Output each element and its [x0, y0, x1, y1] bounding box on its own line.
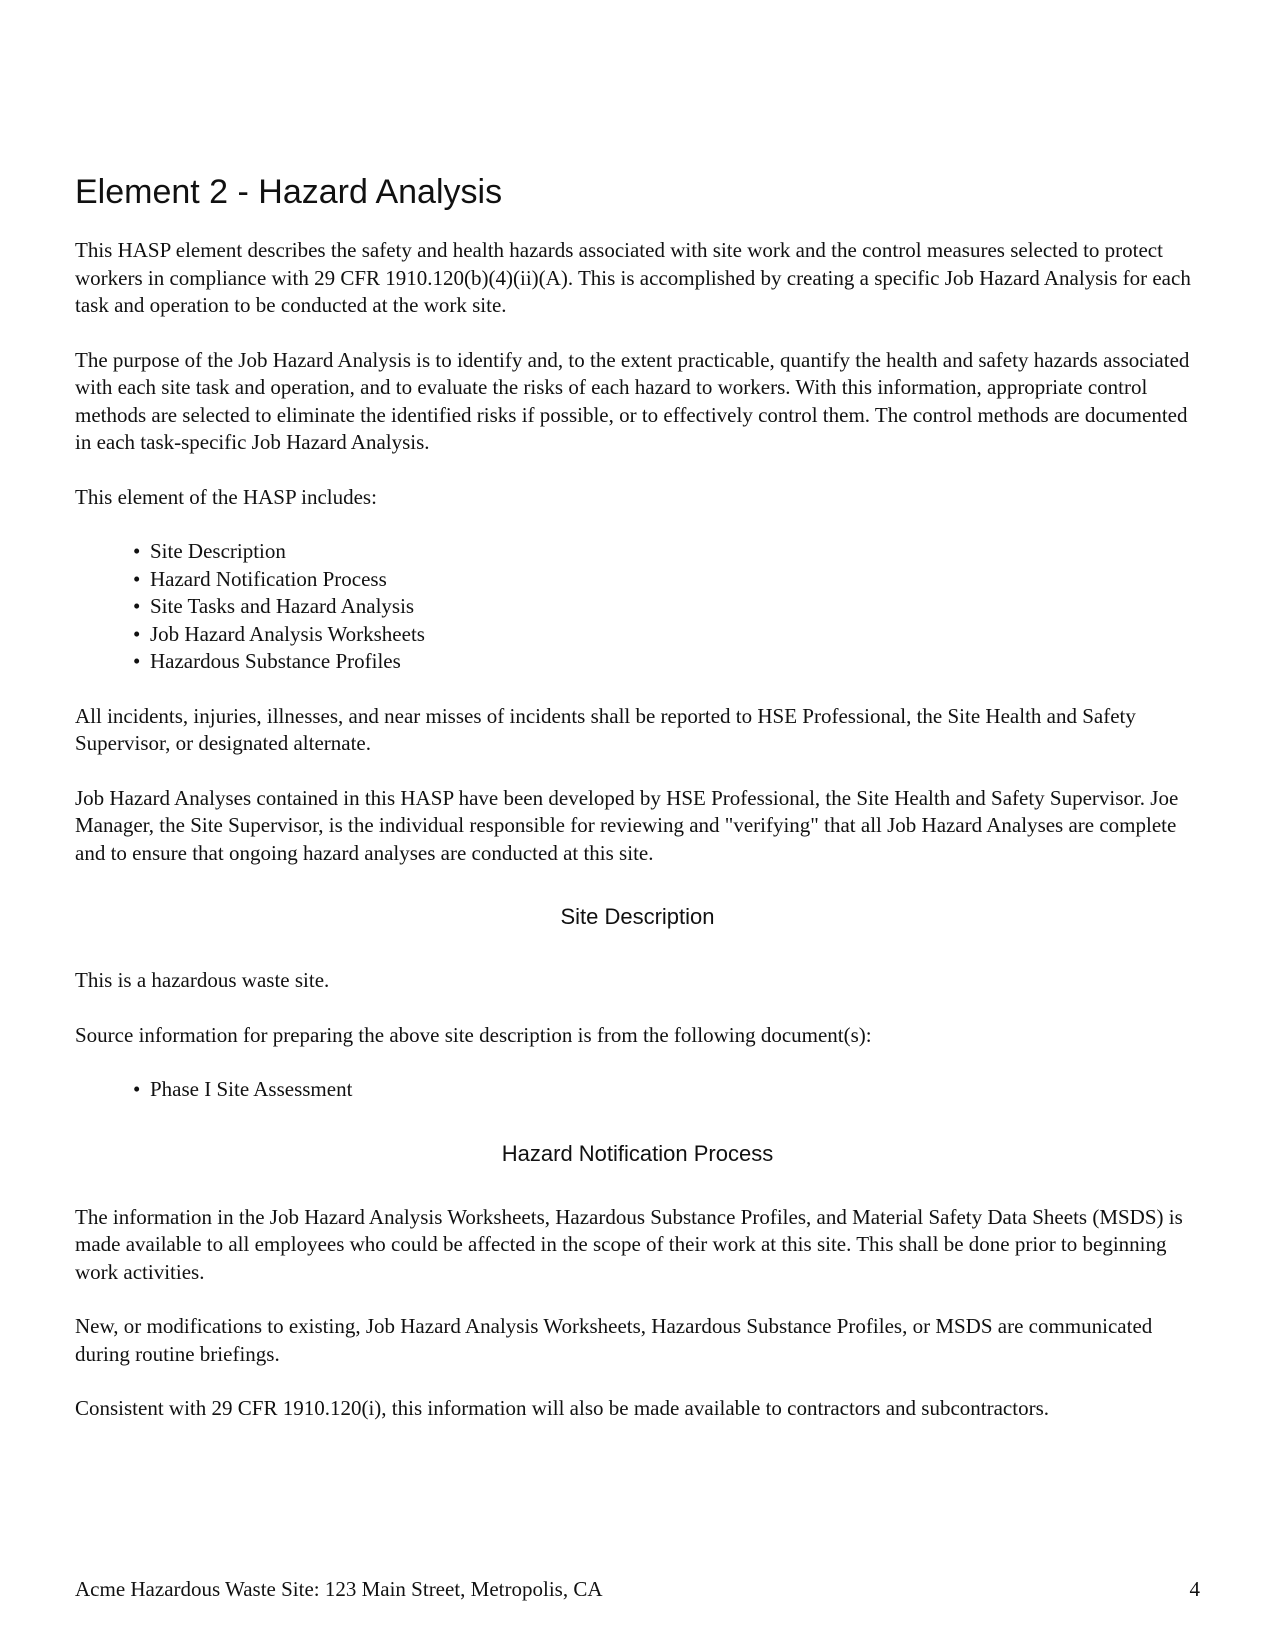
- bullet-icon: •: [133, 621, 141, 646]
- list-item: [133, 648, 1200, 676]
- hazard-notification-paragraph-1: The information in the Job Hazard Analysis Worksheets, Hazardous Substance Profiles, and Material Safety Data Sheets (MSDS) is made available to all employees who could be affected in the scope of their work at this site. This shall be done prior to beginning work activities.: [75, 1204, 1183, 1284]
- list-item-label: Site Tasks and Hazard Analysis: [150, 594, 415, 618]
- list-item: [133, 566, 1200, 594]
- page-title: Element 2 - Hazard Analysis: [75, 173, 503, 211]
- list-item: [133, 621, 1200, 649]
- bullet-icon: •: [133, 566, 141, 591]
- bullet-icon: •: [133, 539, 141, 563]
- site-description-paragraph-1: This is a hazardous waste site.: [75, 968, 330, 992]
- bullet-icon: •: [133, 594, 141, 618]
- bullet-icon: •: [133, 649, 141, 673]
- list-item: [133, 538, 1200, 566]
- intro-paragraph-3: This element of the HASP includes:: [75, 484, 377, 509]
- hazard-notification-paragraph-3: Consistent with 29 CFR 1910.120(i), this information will also be made available to contractors and subcontractors.: [75, 1396, 1049, 1420]
- hazard-notification-paragraph-2: New, or modifications to existing, Job Hazard Analysis Worksheets, Hazardous Substance Profiles, or MSDS are communicated during routine briefings.: [75, 1314, 1153, 1366]
- bullet-icon: •: [133, 1077, 141, 1101]
- site-description-heading: Site Description: [560, 904, 715, 929]
- list-item-label: Site Description: [150, 539, 286, 563]
- jha-responsibility-paragraph: Job Hazard Analyses contained in this HASP have been developed by HSE Professional, the Site Health and Safety Supervisor. Joe Manager, the Site Supervisor, is the individual responsible for reviewing and "verifying" that all Job Hazard Analyses are complete and to ensure that ongoing hazard analyses are conducted at this site.: [75, 785, 1179, 865]
- site-description-paragraph-2: Source information for preparing the above site description is from the following document(s):: [75, 1022, 872, 1047]
- hazard-notification-heading: Hazard Notification Process: [501, 1140, 774, 1166]
- intro-paragraph-1: This HASP element describes the safety and health hazards associated with site work and the control measures selected to protect workers in compliance with 29 CFR 1910.120(b)(4)(ii)(A). This is accomplished by creating a specific Job Hazard Analysis for each task and operation to be conducted at the work site.: [75, 238, 1191, 317]
- list-item-label: Phase I Site Assessment: [150, 1077, 353, 1101]
- incident-reporting-paragraph: All incidents, injuries, illnesses, and near misses of incidents shall be reported to HSE Professional, the Site Health and Safety Supervisor, or designated alternate.: [75, 703, 1136, 755]
- list-item: [133, 593, 1200, 621]
- intro-paragraph-2: The purpose of the Job Hazard Analysis is to identify and, to the extent practicable, quantify the health and safety hazards associated with each site task and operation, and to evaluate the risks of each hazard to workers. With this information, appropriate control methods are selected to eliminate the identified risks if possible, or to effectively control them. The control methods are documented in each task-specific Job Hazard Analysis.: [75, 347, 1190, 454]
- list-item-label: Job Hazard Analysis Worksheets: [150, 621, 425, 646]
- list-item-label: Hazard Notification Process: [150, 566, 387, 591]
- document-body: [75, 172, 1200, 1450]
- page-number: 4: [1189, 1577, 1200, 1601]
- footer-site-address: Acme Hazardous Waste Site: 123 Main Street, Metropolis, CA: [75, 1577, 603, 1601]
- list-item: [133, 1076, 1200, 1104]
- source-documents-list: [75, 1076, 1200, 1104]
- includes-list: [75, 538, 1200, 676]
- list-item-label: Hazardous Substance Profiles: [150, 649, 401, 673]
